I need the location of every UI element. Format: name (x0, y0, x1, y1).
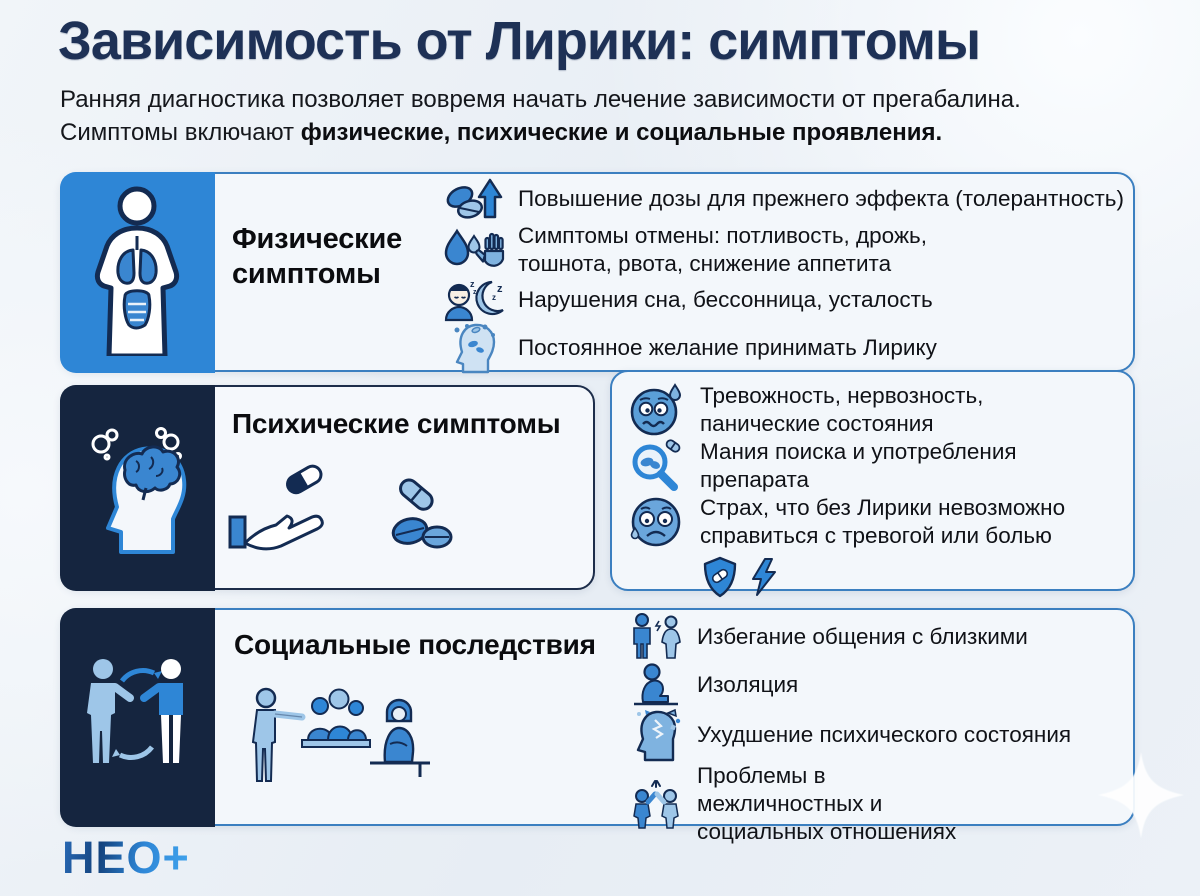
list-item (442, 278, 1134, 322)
list-item (442, 322, 1134, 374)
list-item-text: Постоянное желание принимать Лирику (518, 334, 937, 360)
protection-icons (702, 556, 1110, 603)
list-item-text: Проблемы в межличностных и социальных отношениях (697, 763, 957, 844)
list-item-text: Нарушения сна, бессонница, усталость (518, 286, 933, 312)
page-title: Зависимость от Лирики: симптомы (58, 11, 981, 71)
human-body-organs-icon (87, 184, 187, 361)
list-item-text: Тревожность, нервозность, панические состояния (700, 383, 984, 436)
mental-decline-icon (627, 708, 685, 762)
svg-text:z: z (497, 282, 503, 295)
svg-text:z: z (492, 292, 496, 302)
subtitle-line2-bold: физические, психические и социальные проявления. (300, 118, 943, 146)
list-item-text: Ухудшение психического состояния (697, 722, 1072, 748)
list-item (624, 438, 1124, 494)
list-item-text: Изоляция (697, 672, 799, 698)
physical-symptoms-card (60, 172, 1135, 372)
list-item-text: Симптомы отмены: потливость, дрожь, тошнота, рвота, снижение аппетита (518, 223, 927, 276)
list-item (627, 662, 1132, 708)
subtitle-line1: Ранняя диагностика позволяет вовремя начать лечение зависимости от прегабалина. (60, 86, 1021, 113)
fear-face-icon (624, 494, 688, 550)
list-item (624, 494, 1124, 603)
anxious-face-icon (624, 382, 688, 438)
social-consequences-list (627, 612, 1132, 844)
list-item (627, 612, 1132, 662)
list-item-text: Повышение дозы для прежнего эффекта (толерантность) (518, 186, 1124, 212)
section-title-physical: Физические симптомы (232, 223, 403, 290)
social-exchange-icon (78, 651, 196, 784)
social-consequences-square (60, 608, 215, 827)
hand-capsule-icon (228, 457, 363, 572)
list-item (442, 222, 1134, 278)
sleep-disturbance-icon (442, 278, 506, 322)
pills-icon (374, 471, 464, 564)
list-item-text: Мания поиска и употребления препарата (700, 439, 1017, 492)
list-item-text: Страх, что без Лирики невозможно справиться с тревогой или болью (700, 495, 1066, 548)
section-title-social: Социальные последствия (234, 629, 596, 660)
craving-icon (442, 322, 506, 374)
conflict-icon (627, 778, 685, 830)
list-item (442, 176, 1134, 222)
physical-symptoms-square (60, 172, 215, 373)
social-consequences-card (60, 608, 1135, 844)
lightning-bolt-icon (750, 557, 778, 602)
psychic-symptoms-card (60, 385, 595, 590)
psychic-symptoms-square (60, 385, 215, 591)
list-item-text: Избегание общения с близкими (697, 624, 1028, 650)
avoidance-icon (627, 612, 685, 662)
svg-text:z: z (470, 278, 475, 289)
psychic-symptoms-list (624, 376, 1124, 588)
neo-plus-logo: НЕО+ (62, 832, 190, 883)
physical-symptoms-list (442, 176, 1134, 370)
list-item (627, 708, 1132, 762)
list-item (627, 762, 1132, 846)
group-exclusion-icon (244, 672, 434, 809)
page-subtitle (60, 84, 1170, 149)
head-brain-icon (83, 414, 191, 561)
section-title-psychic: Психические симптомы (232, 408, 561, 439)
shield-pill-icon (702, 556, 738, 603)
drug-seeking-icon (624, 438, 688, 494)
svg-text:z: z (473, 288, 477, 296)
list-item (624, 382, 1124, 438)
subtitle-line2-prefix: Симптомы включают (60, 118, 301, 146)
withdrawal-symptoms-icon (442, 225, 506, 275)
dose-increase-icon (442, 176, 506, 222)
isolation-icon (627, 662, 685, 708)
sparkle-decoration (1098, 752, 1184, 843)
psychic-symptoms-panel (610, 370, 1135, 591)
